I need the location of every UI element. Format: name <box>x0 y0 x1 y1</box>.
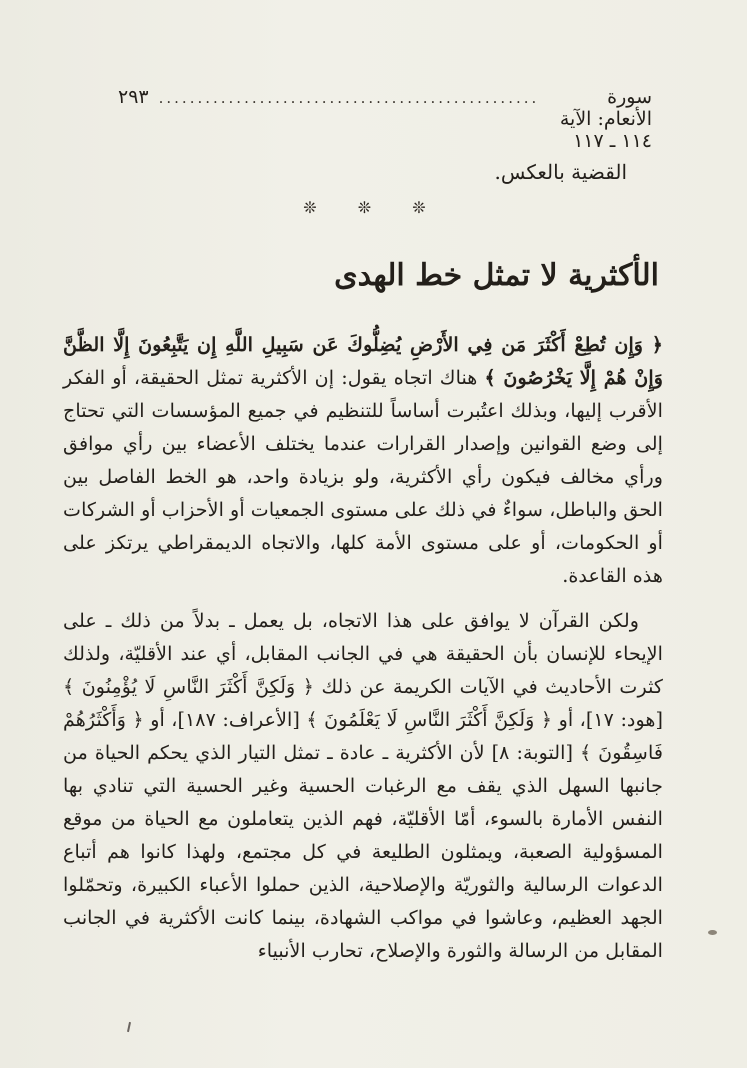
paper-speck <box>708 930 717 935</box>
leader-dots: ................................................. <box>158 89 540 107</box>
body-text <box>63 328 663 979</box>
page-number: ٢٩٣ <box>118 86 149 108</box>
paragraph-1 <box>63 328 663 592</box>
header-title: سورة الأنعام: الآية ١١٤ ـ ١١٧ <box>559 86 652 152</box>
paragraph-2 <box>63 604 663 967</box>
lead-line: القضية بالعكس. <box>494 160 627 184</box>
section-separator: ❊ ❊ ❊ <box>303 198 444 217</box>
quran-quote: ﴿ وَإِن تُطِعْ أَكْثَرَ مَن فِي الأَرْضِ يُضِلُّوكَ عَن سَبِيلِ اللَّهِ إِن يَتَّبِعُونَ إِلَّا الظَّنَّ وَإِنْ هُمْ إِلَّا يَخْرُصُونَ ﴾ <box>63 333 663 389</box>
paragraph-text: هناك اتجاه يقول: إن الأكثرية تمثل الحقيقة، أو الفكر الأقرب إليها، وبذلك اعتُبرت أساساً للتنظيم في جميع المؤسسات التي تحتاج إلى وضع القوانين وإصدار القرارات عندما يختلف الأعضاء بين رأي موافق ورأي مخالف فيكون رأي الأكثرية، ولو بزيادة واحد، هو الخط الفاصل بين الحق والباطل، سواءٌ في ذلك على مستوى الجمعيات أو الأحزاب أو الشركات أو الحكومات، أو على مستوى الأمة كلها، والاتجاه الديمقراطي يرتكز على هذه القاعدة. <box>63 366 663 587</box>
folio-mark <box>127 1022 131 1032</box>
running-header <box>118 86 652 152</box>
section-heading: الأكثرية لا تمثل خط الهدى <box>334 258 659 293</box>
paragraph-text: ولكن القرآن لا يوافق على هذا الاتجاه، بل يعمل ـ بدلاً من ذلك ـ على الإيحاء للإنسان بأن الحقيقة هي في الجانب المقابل، أي عند الأقليّة، ولذلك كثرت الأحاديث في الآيات الكريمة عن ذلك ﴿ وَلَكِنَّ أَكْثَرَ النَّاسِ لَا يُؤْمِنُونَ ﴾ [هود: ١٧]، أو ﴿ وَلَكِنَّ أَكْثَرَ النَّاسِ لَا يَعْلَمُونَ ﴾ [الأعراف: ١٨٧]، أو ﴿ وَأَكْثَرُهُمْ فَاسِقُونَ ﴾ [التوبة: ٨] لأن الأكثرية ـ عادة ـ تمثل التيار الذي يحكم الحياة من جانبها السهل الذي يقف مع الرغبات الحسية وغير الحسية التي تنادي بها النفس الأمارة بالسوء، أمّا الأقليّة، فهم الذين يتعاملون مع الحياة من موقع المسؤولية الصعبة، ويمثلون الطليعة في كل مجتمع، ولهذا كانوا هم أتباع الدعوات الرسالية والثوريّة والإصلاحية، الذين حملوا الأعباء الكبيرة، وتحمّلوا الجهد العظيم، وعاشوا في مواكب الشهادة، بينما كانت الأكثرية في الجانب المقابل من الرسالة والثورة والإصلاح، تحارب الأنبياء <box>63 609 663 962</box>
